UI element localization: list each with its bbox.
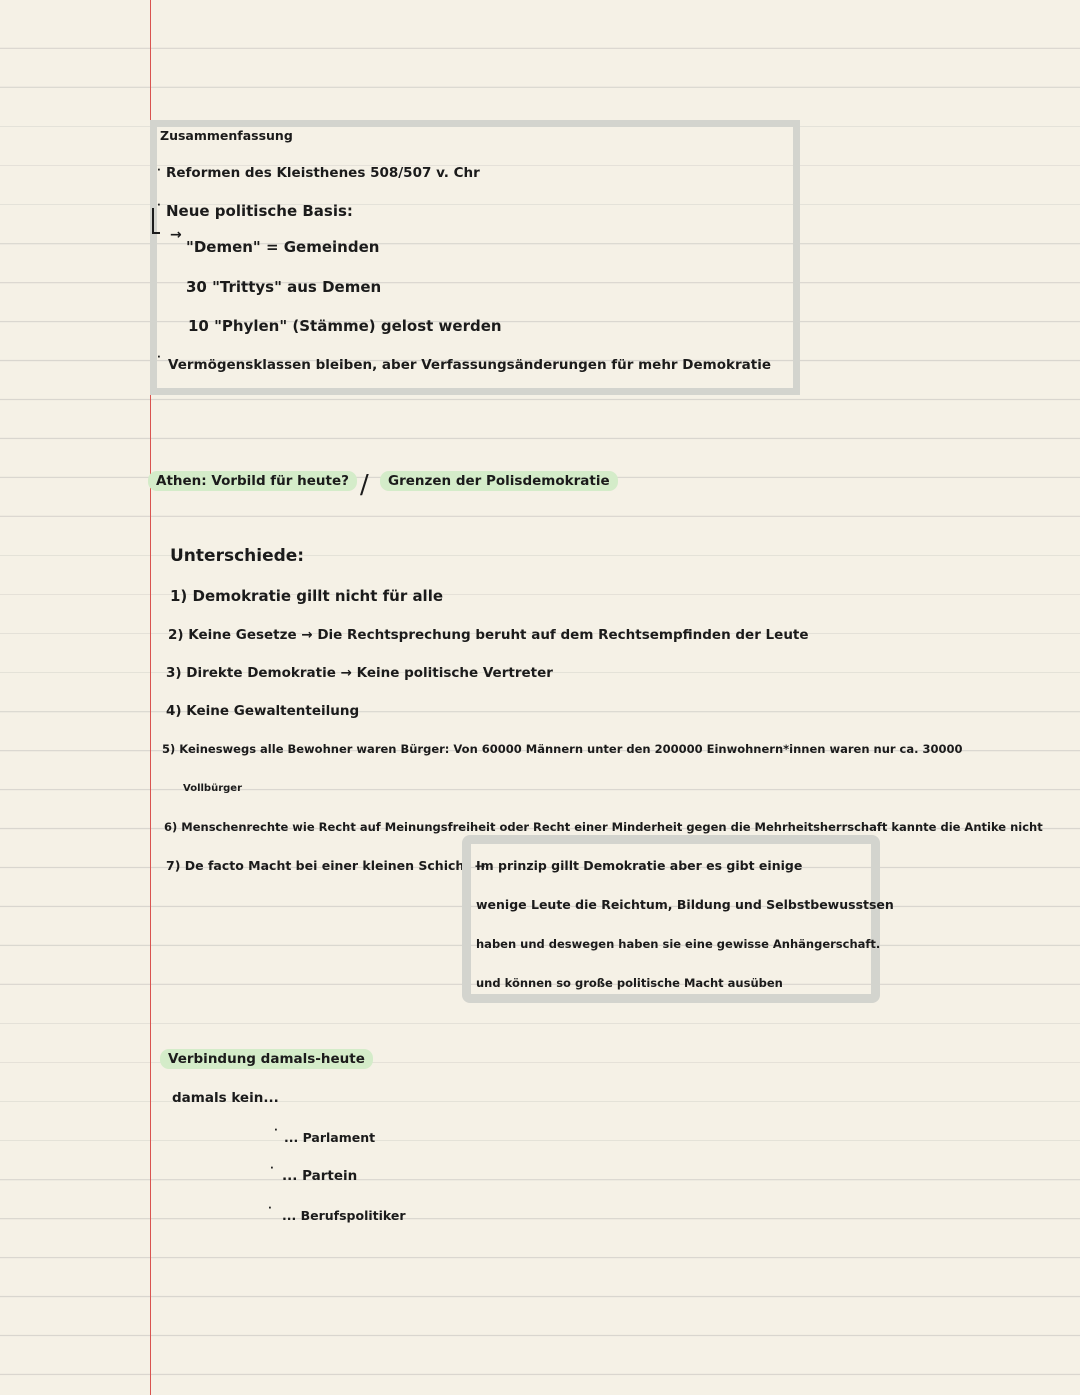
trittys-text: 30 "Trittys" aus Demen bbox=[186, 278, 382, 296]
difference-item: 7) De facto Macht bei einer kleinen Schicht → bbox=[166, 858, 486, 873]
arrow-right-icon: → bbox=[170, 227, 182, 243]
difference-item: 3) Direkte Demokratie → Keine politische Vertreter bbox=[166, 665, 553, 681]
difference-item: 4) Keine Gewaltenteilung bbox=[166, 703, 360, 719]
bullet-dot: · bbox=[157, 200, 161, 211]
arrow-corner-icon bbox=[152, 208, 160, 234]
difference-item: 6) Menschenrechte wie Recht auf Meinungsfreiheit oder Recht einer Minderheit gegen die Mehrheitsherrschaft kannte die Antike nicht bbox=[164, 820, 1043, 834]
note-line: wenige Leute die Reichtum, Bildung und Selbstbewusstsen bbox=[476, 897, 894, 912]
difference-item: 2) Keine Gesetze → Die Rechtsprechung beruht auf dem Rechtsempfinden der Leute bbox=[168, 627, 809, 643]
bullet-dot: · bbox=[268, 1203, 272, 1214]
klassen-text: Vermögensklassen bleiben, aber Verfassungsänderungen für mehr Demokratie bbox=[168, 357, 771, 373]
bullet-dot: · bbox=[157, 352, 161, 363]
connection-item: ... Partein bbox=[282, 1168, 358, 1184]
connection-intro: damals kein... bbox=[172, 1090, 279, 1106]
note-line: haben und deswegen haben sie eine gewisse Anhängerschaft. bbox=[476, 937, 881, 951]
connection-item: ... Berufspolitiker bbox=[282, 1208, 406, 1223]
note-line: und können so große politische Macht ausüben bbox=[476, 976, 783, 990]
difference-item: Vollbürger bbox=[183, 783, 242, 794]
reform-text: Reformen des Kleisthenes 508/507 v. Chr bbox=[166, 165, 480, 181]
phylen-text: 10 "Phylen" (Stämme) gelost werden bbox=[188, 317, 502, 335]
connection-item: ... Parlament bbox=[284, 1130, 376, 1145]
connection-heading: Verbindung damals-heute bbox=[160, 1049, 373, 1069]
slash-divider: / bbox=[360, 470, 369, 500]
difference-item: 5) Keineswegs alle Bewohner waren Bürger: Von 60000 Männern unter den 200000 Einwohnern*innen waren nur ca. 30000 bbox=[162, 742, 963, 756]
differences-label: Unterschiede: bbox=[170, 546, 305, 566]
basis-text: Neue politische Basis: bbox=[166, 202, 353, 220]
athens-heading-right: Grenzen der Polisdemokratie bbox=[380, 471, 618, 491]
summary-title: Zusammenfassung bbox=[160, 128, 293, 143]
bullet-dot: · bbox=[270, 1163, 274, 1174]
demen-text: "Demen" = Gemeinden bbox=[186, 238, 380, 256]
bullet-dot: · bbox=[157, 165, 161, 176]
note-line: Im prinzip gillt Demokratie aber es gibt einige bbox=[476, 858, 803, 873]
athens-heading-left: Athen: Vorbild für heute? bbox=[148, 471, 357, 491]
bullet-dot: · bbox=[274, 1125, 278, 1136]
difference-item: 1) Demokratie gillt nicht für alle bbox=[170, 587, 444, 605]
summary-box bbox=[150, 120, 800, 395]
